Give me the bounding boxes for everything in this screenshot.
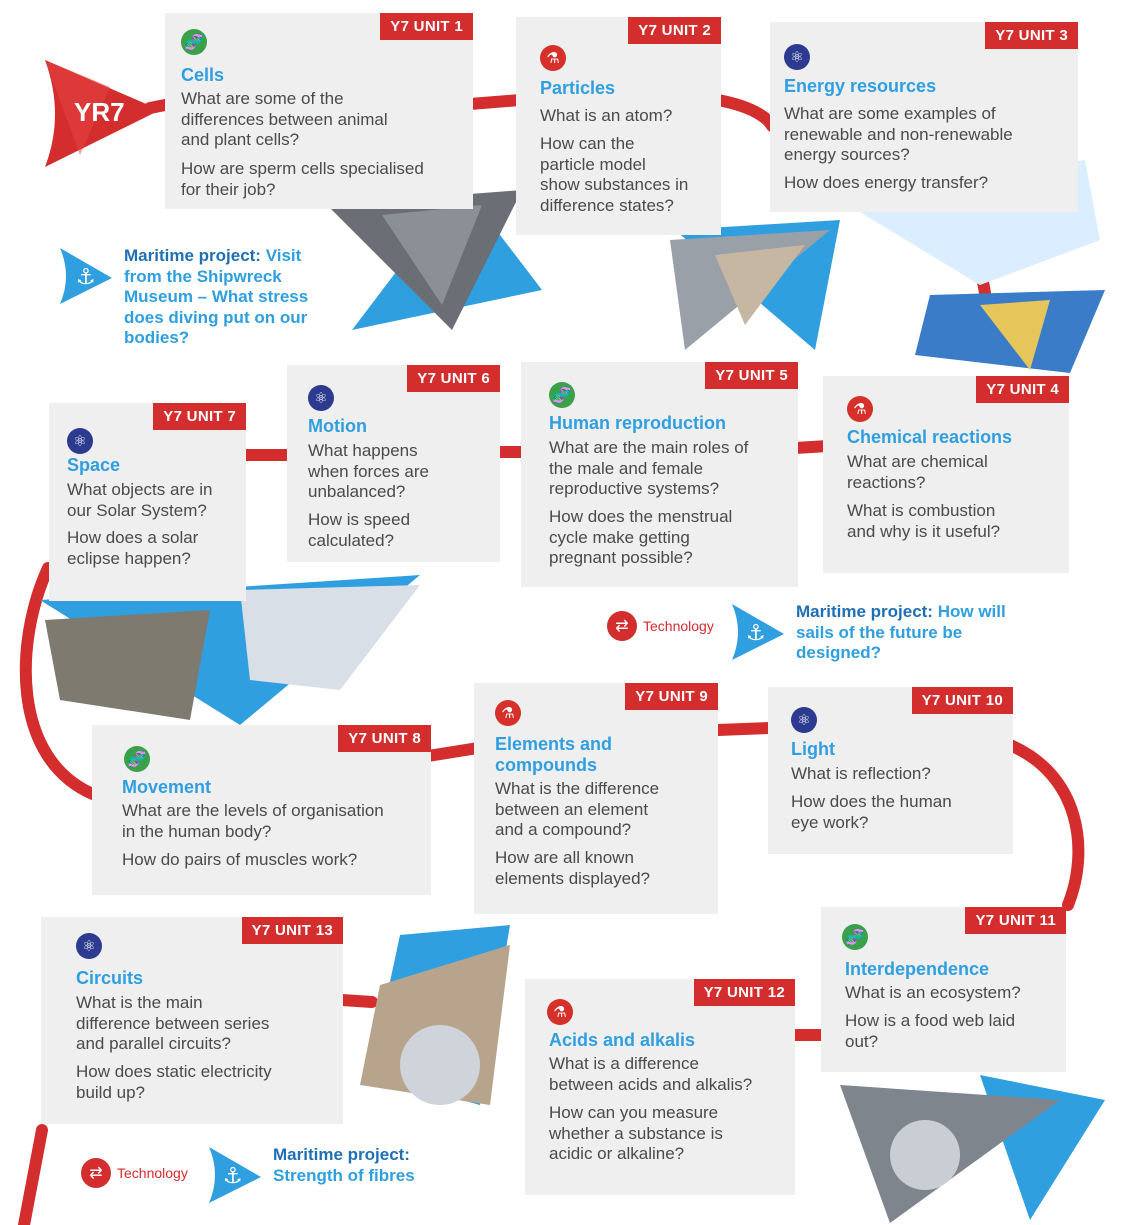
atom-icon: ⚛ [308,385,334,411]
unit-title: Movement [122,777,212,797]
unit-tag: Y7 UNIT 2 [628,17,721,44]
unit-card-movement [92,725,431,895]
maritime-project-sails [730,602,1030,664]
atom-icon: ⚛ [76,933,102,959]
unit-title: Light [791,739,835,759]
flask-icon: ⚗ [495,700,521,726]
maritime-project-text: Maritime project: How will sails of the future be designed? [796,602,1006,662]
year-badge: YR7 [74,97,125,127]
flask-icon: ⚗ [547,999,573,1025]
maritime-project-fibres [207,1145,457,1205]
unit-tag: Y7 UNIT 8 [338,725,431,752]
unit-tag: Y7 UNIT 1 [380,13,473,40]
unit-title: Chemical reactions [847,427,1013,447]
unit-card-motion [287,365,500,562]
dna-icon: 🧬 [124,746,150,772]
unit-question-2: How can you measure whether a substance is acidic or alkaline? [549,1103,723,1163]
anchor-icon [730,602,786,662]
svg-text:⚓: ⚓ [746,621,766,646]
unit-question-2: How are sperm cells specialised for their job? [181,159,424,199]
unit-card-elements-compounds [474,683,718,914]
anchor-icon [58,246,114,306]
atom-icon: ⚛ [784,44,810,70]
technology-link-1: ⇄ Technology [607,611,714,641]
unit-question-2: How do pairs of muscles work? [122,850,358,869]
unit-tag: Y7 UNIT 11 [965,907,1066,934]
atom-icon: ⚛ [791,707,817,733]
unit-question-1: What is an atom? [540,106,673,125]
unit-card-chemical-reactions [823,376,1069,573]
unit-tag: Y7 UNIT 12 [694,979,795,1006]
photo-energy-science [910,285,1110,375]
flask-icon: ⚗ [540,45,566,71]
unit-question-2: How does energy transfer? [784,173,989,192]
dna-icon: 🧬 [181,29,207,55]
technology-link-2: ⇄ Technology [81,1158,188,1188]
unit-question-1: What objects are in our Solar System? [67,480,213,520]
unit-question-1: What are the levels of organisation in the human body? [122,801,384,841]
unit-title: Particles [540,78,616,98]
unit-question-2: How does the menstrual cycle make getting pregnant possible? [549,507,733,567]
unit-card-interdependence [821,907,1066,1072]
unit-title: Cells [181,65,225,85]
maritime-project-shipwreck [58,246,343,349]
unit-card-acids-alkalis [525,979,795,1195]
unit-card-human-reproduction [521,362,798,587]
unit-title: Elements and compounds [495,734,613,775]
unit-title: Acids and alkalis [549,1030,696,1050]
atom-icon: ⚛ [67,428,93,454]
unit-question-2: How does a solar eclipse happen? [67,528,199,568]
unit-title: Motion [308,416,367,436]
unit-question-2: How is a food web laid out? [845,1011,1016,1051]
unit-card-cells [165,13,473,209]
photo-particles-lab [665,215,845,355]
unit-tag: Y7 UNIT 4 [976,376,1069,403]
dna-icon: 🧬 [842,924,868,950]
svg-text:⚓: ⚓ [76,265,96,290]
unit-title: Circuits [76,968,144,988]
unit-tag: Y7 UNIT 10 [912,687,1013,714]
unit-question-1: What happens when forces are unbalanced? [308,441,429,501]
dna-icon: 🧬 [549,382,575,408]
maritime-project-text: Maritime project: Visit from the Shipwreck Museum – What stress does diving put on our bodies? [124,246,309,347]
unit-question-1: What is the main difference between series and parallel circuits? [76,993,270,1053]
unit-title: Space [67,455,121,475]
unit-title: Human reproduction [549,413,727,433]
unit-question-1: What is a difference between acids and alkalis? [549,1054,753,1094]
svg-text:⚓: ⚓ [223,1164,243,1189]
unit-tag: Y7 UNIT 13 [242,917,343,944]
unit-question-1: What is reflection? [791,764,931,783]
unit-question-2: How is speed calculated? [308,510,411,550]
swap-icon: ⇄ [607,611,637,641]
unit-question-1: What are chemical reactions? [847,452,988,492]
photo-static-electricity [360,925,520,1110]
unit-tag: Y7 UNIT 7 [153,403,246,430]
unit-card-energy-resources [770,22,1078,212]
unit-tag: Y7 UNIT 5 [705,362,798,389]
anchor-icon [207,1145,263,1205]
unit-title: Interdependence [845,959,990,979]
unit-question-1: What are the main roles of the male and female reproductive systems? [549,438,749,498]
photo-students-sphere [830,1075,1110,1225]
unit-question-2: How can the particle model show substances in difference states? [540,134,689,215]
unit-question-2: How are all known elements displayed? [495,848,650,888]
unit-question-1: What are some of the differences between animal and plant cells? [181,89,388,149]
unit-tag: Y7 UNIT 3 [985,22,1078,49]
flask-icon: ⚗ [847,396,873,422]
maritime-project-text: Maritime project: Strength of fibres [273,1145,415,1185]
unit-question-2: How does the human eye work? [791,792,952,832]
unit-title: Energy resources [784,76,937,96]
unit-card-circuits [41,917,343,1124]
swap-icon: ⇄ [81,1158,111,1188]
unit-question-2: How does static electricity build up? [76,1062,272,1102]
unit-tag: Y7 UNIT 9 [625,683,718,710]
unit-question-1: What is the difference between an element and a compound? [495,779,660,839]
unit-question-1: What are some examples of renewable and non-renewable energy sources? [784,104,1013,164]
unit-card-space [49,403,246,601]
unit-question-1: What is an ecosystem? [845,983,1021,1002]
unit-card-particles [516,17,721,235]
unit-card-light [768,687,1013,854]
unit-question-2: What is combustion and why is it useful? [847,501,1001,541]
unit-tag: Y7 UNIT 6 [407,365,500,392]
